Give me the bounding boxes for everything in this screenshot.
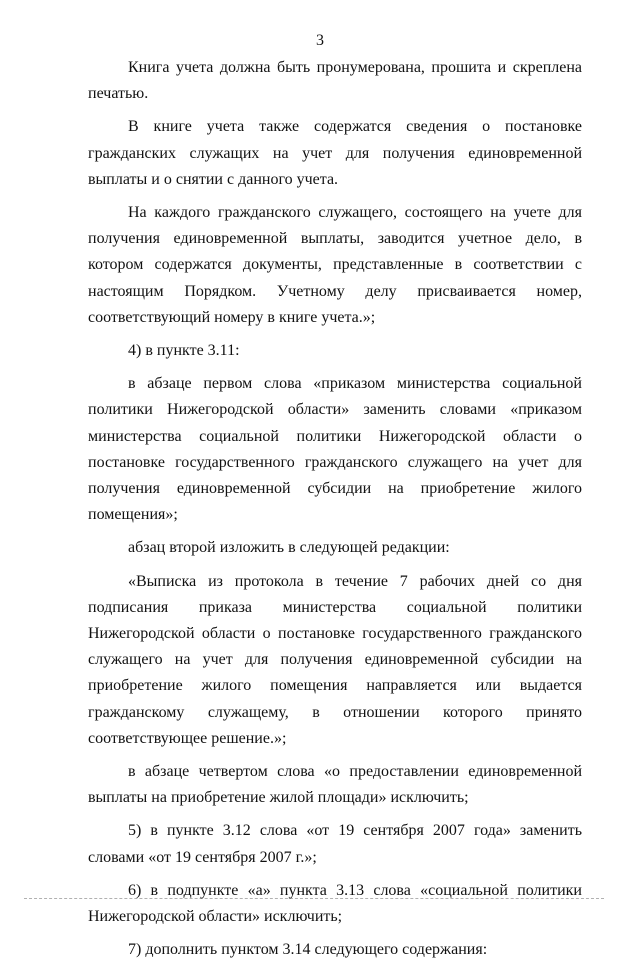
- paragraph-book-records: В книге учета также содержатся сведения о постановке гражданских служащих на учет для получения единовременной выплаты и о снятии с данного учета.: [88, 118, 582, 188]
- paragraph-first-subparagraph: в абзаце первом слова «приказом министерства социальной политики Нижегородской области» заменить словами «приказом министерства социальной политики Нижегородской области о постановке государственного гражданского служащего на учет для получения единовременной субсидии на приобретение жилого помещения»;: [88, 375, 582, 524]
- paragraph-account-file: На каждого гражданского служащего, состоящего на учете для получения единовременной выплаты, заводится учетное дело, в котором содержатся документы, представленные в соответствии с настоящим Порядком. Учетному делу присваивается номер, соответствующий номеру в книге учета.»;: [88, 204, 582, 326]
- paragraph-item-5: 5) в пункте 3.12 слова «от 19 сентября 2007 года» заменить словами «от 19 сентября 2007 г.»;: [88, 822, 582, 866]
- paragraph-book-numbering: Книга учета должна быть пронумерована, прошита и скреплена печатью.: [88, 59, 582, 103]
- paragraph-item-7: 7) дополнить пунктом 3.14 следующего содержания:: [128, 941, 488, 959]
- scan-edge-line: [24, 898, 604, 899]
- paragraph-second-subparagraph: абзац второй изложить в следующей редакции:: [128, 539, 450, 557]
- paragraph-fourth-subparagraph: в абзаце четвертом слова «о предоставлении единовременной выплаты на приобретение жилой площади» исключить;: [88, 763, 582, 807]
- paragraph-protocol-extract: «Выписка из протокола в течение 7 рабочих дней со дня подписания приказа министерства социальной политики Нижегородской области о постановке государственного гражданского служащего на учет для получения единовременной субсидии на приобретение жилого помещения направляется или выдается гражданскому служащему, в отношении которого принято соответствующее решение.»;: [88, 572, 582, 747]
- paragraph-item-4: 4) в пункте 3.11:: [128, 342, 240, 360]
- page-number: 3: [316, 32, 324, 49]
- document-body: [88, 55, 582, 964]
- paragraph-item-6: 6) в подпункте «а» пункта 3.13 слова «социальной политики Нижегородской области» исключить;: [88, 881, 582, 926]
